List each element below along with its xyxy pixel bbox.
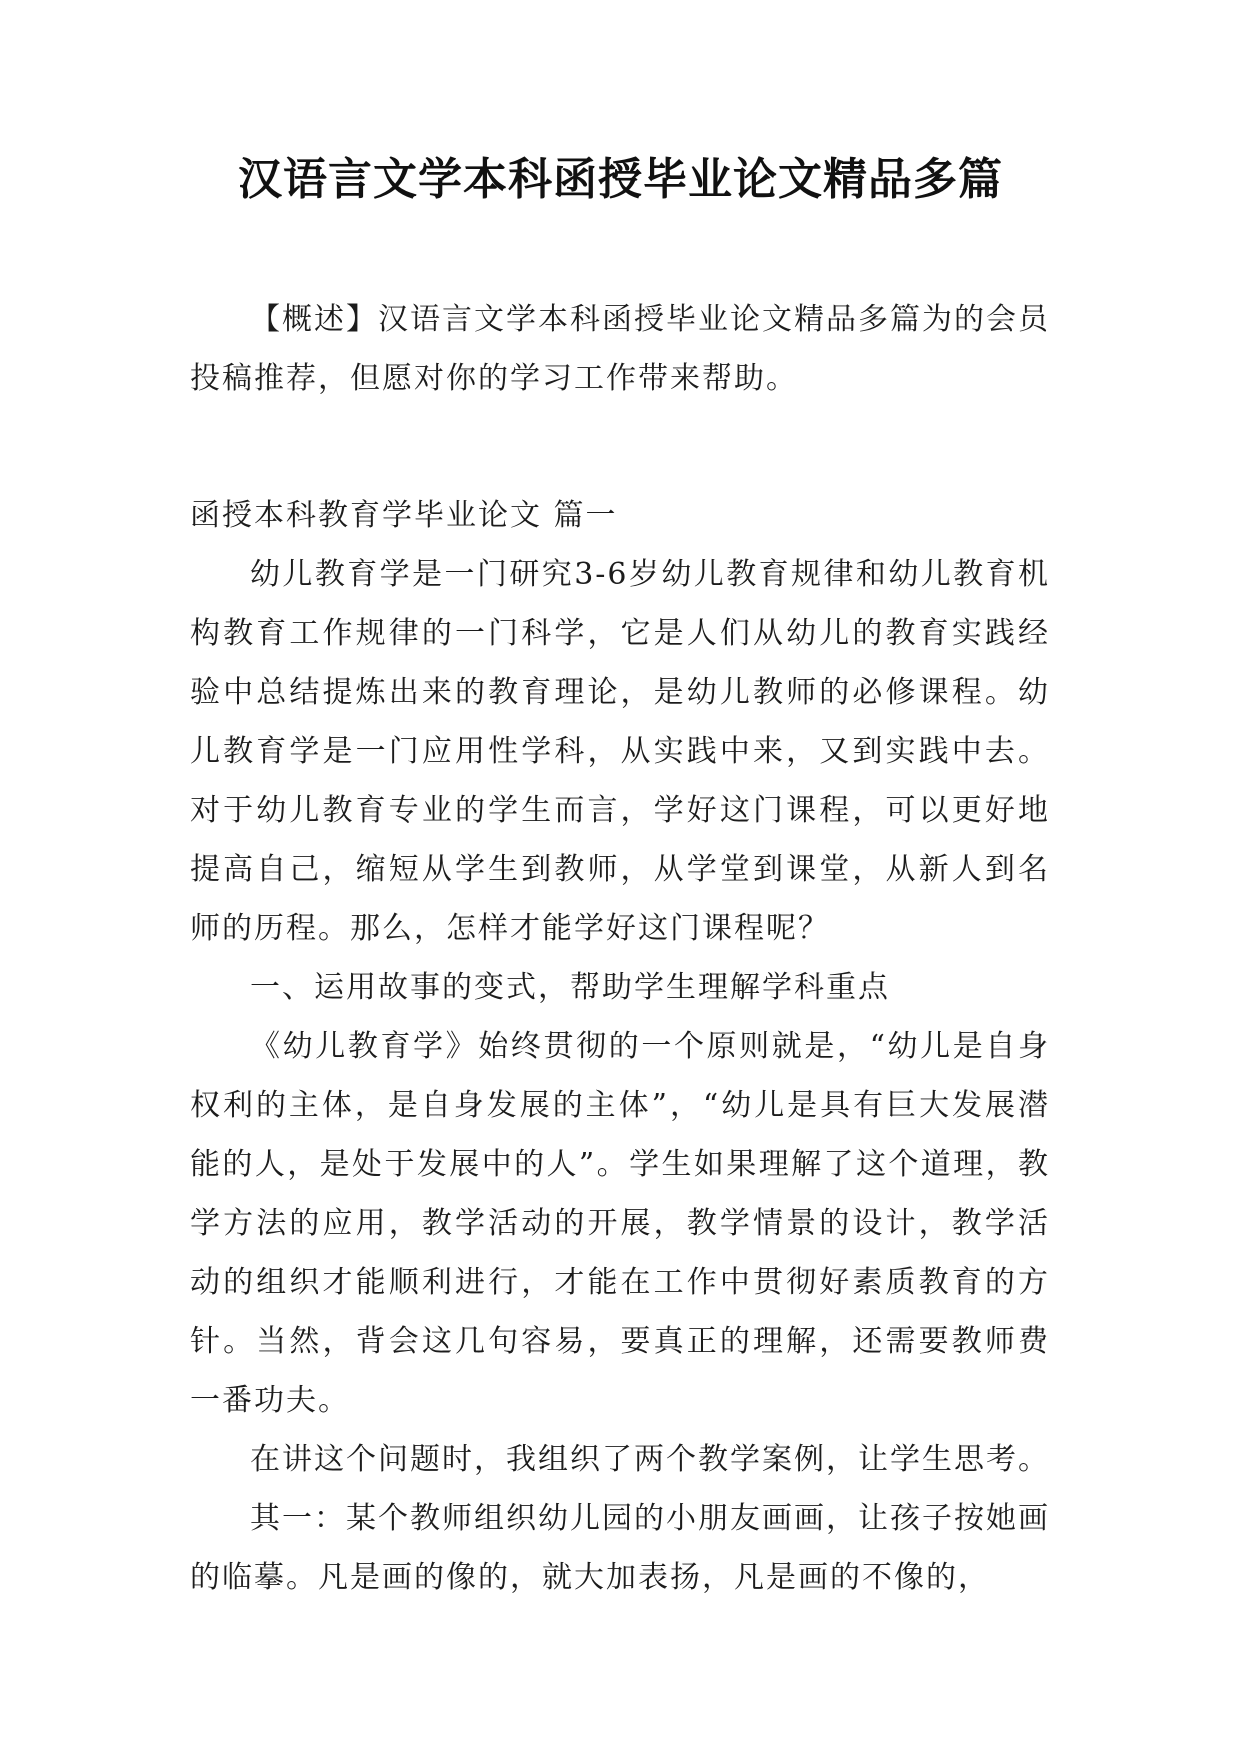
body-paragraph: 在讲这个问题时，我组织了两个教学案例，让学生思考。 [250, 1442, 1050, 1477]
body-paragraph: 其一：某个教师组织幼儿园的小朋友画画，让孩子按她画的临摹。凡是画的像的，就大加表扬，凡是画的不像的， [190, 1501, 1050, 1595]
spacer [190, 408, 1050, 486]
subheading-paragraph: 一、运用故事的变式，帮助学生理解学科重点 [250, 970, 890, 1005]
summary-paragraph: 【概述】汉语言文学本科函授毕业论文精品多篇为的会员投稿推荐，但愿对你的学习工作带来帮助。 [190, 302, 1050, 396]
document-title: 汉语言文学本科函授毕业论文精品多篇 [238, 154, 1003, 205]
section-heading: 函授本科教育学毕业论文 篇一 [190, 498, 618, 533]
body-paragraph: 幼儿教育学是一门研究3-6岁幼儿教育规律和幼儿教育机构教育工作规律的一门科学，它是人们从幼儿的教育实践经验中总结提炼出来的教育理论，是幼儿教师的必修课程。幼儿教育学是一门应用性学科，从实践中来，又到实践中去。对于幼儿教育专业的学生而言，学好这门课程，可以更好地提高自己，缩短从学生到教师，从学堂到课堂，从新人到名师的历程。那么，怎样才能学好这门课程呢？ [190, 557, 1050, 946]
body-paragraph: 《幼儿教育学》始终贯彻的一个原则就是，“幼儿是自身权利的主体，是自身发展的主体”，“幼儿是具有巨大发展潜能的人，是处于发展中的人”。学生如果理解了这个道理，教学方法的应用，教学活动的开展，教学情景的设计，教学活动的组织才能顺利进行，才能在工作中贯彻好素质教育的方针。当然，背会这几句容易，要真正的理解，还需要教师费一番功夫。 [190, 1029, 1050, 1418]
document-body [190, 290, 1050, 1607]
